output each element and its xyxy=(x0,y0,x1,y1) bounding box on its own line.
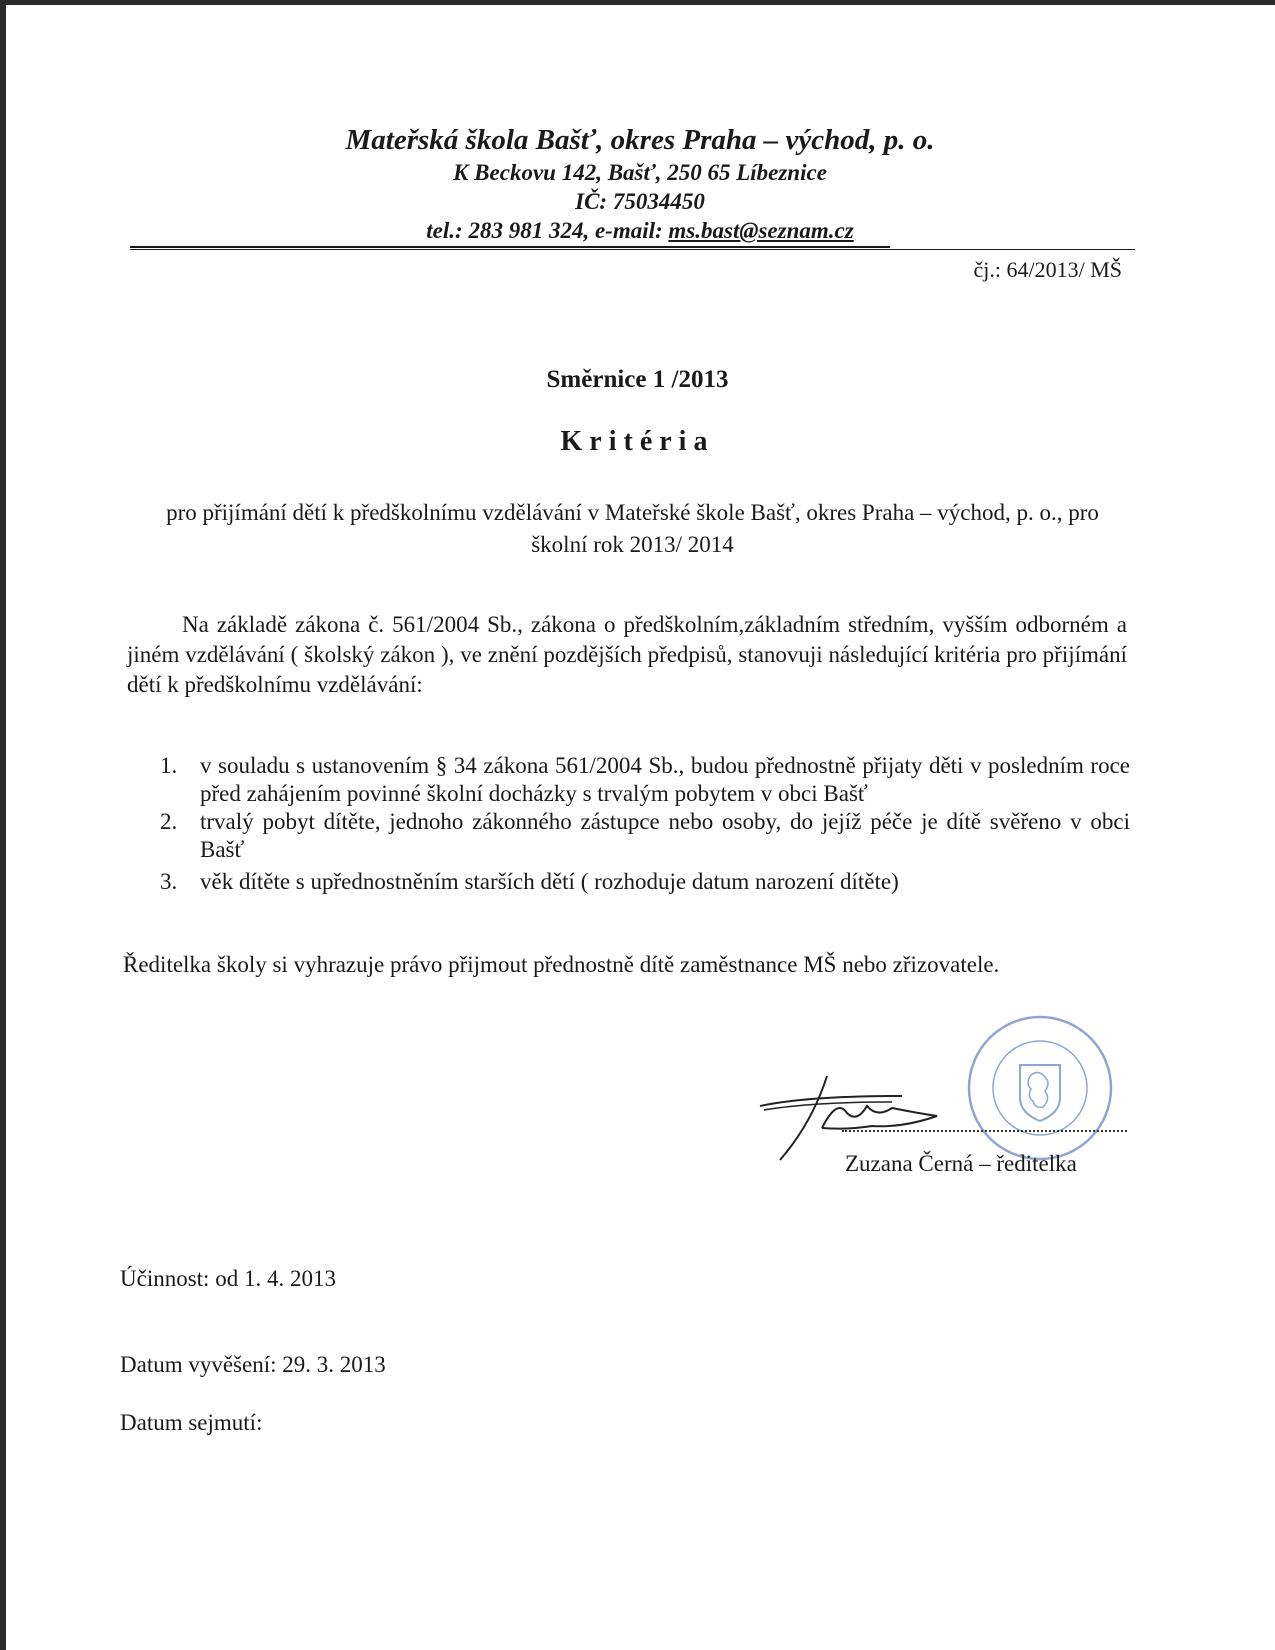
school-contact xyxy=(140,216,1140,245)
criteria-number: 3. xyxy=(160,869,178,894)
intro-text: Na základě zákona č. 561/2004 Sb., zákona o předškolním,základním středním, vyšším odborném a jiném vzdělávání ( školský zákon ), ve znění pozdějších předpisů, stanovuji následující kritéria pro přijímání dětí k předškolnímu vzdělávání: xyxy=(127,612,1127,697)
removed-date: Datum sejmutí: xyxy=(120,1410,263,1435)
letterhead xyxy=(140,122,1140,245)
criteria-list xyxy=(160,752,1130,896)
effective-date: Účinnost: od 1. 4. 2013 xyxy=(120,1266,336,1291)
phone-text: tel.: 283 981 324, e-mail: xyxy=(426,218,669,243)
criteria-item xyxy=(160,752,1130,808)
criteria-number: 1. xyxy=(160,753,178,778)
criteria-text: v souladu s ustanovením § 34 zákona 561/2004 Sb., budou přednostně přijaty děti v posledním roce před zahájením povinné školní docházky s trvalým pobytem v obci Bašť xyxy=(200,753,1130,806)
criteria-text: věk dítěte s upřednostněním starších dětí ( rozhoduje datum narození dítěte) xyxy=(200,869,899,894)
criteria-item xyxy=(160,808,1130,864)
letterhead-rule-long xyxy=(130,249,1135,250)
criteria-text: trvalý pobyt dítěte, jednoho zákonného zástupce nebo osoby, do jejíž péče je dítě svěřeno v obci Bašť xyxy=(200,809,1130,862)
criteria-number: 2. xyxy=(160,809,178,834)
lion-icon xyxy=(1028,1072,1048,1107)
stamp-outer-ring xyxy=(969,1017,1111,1159)
school-ic: IČ: 75034450 xyxy=(575,189,705,214)
scan-border-left xyxy=(0,0,6,1650)
signature-line xyxy=(842,1130,1127,1132)
reference-number: čj.: 64/2013/ MŠ xyxy=(973,257,1122,282)
director-note: Ředitelka školy si vyhrazuje právo přijmout přednostně dítě zaměstnance MŠ nebo zřizovatele. xyxy=(123,952,1000,977)
criteria-title: Kritéria xyxy=(560,426,715,457)
scan-border-top xyxy=(0,0,1275,5)
school-stamp xyxy=(965,1013,1115,1163)
school-name: Mateřská škola Bašť, okres Praha – východ, p. o. xyxy=(345,124,935,156)
intro-paragraph xyxy=(127,610,1127,700)
letterhead-rule xyxy=(130,246,890,248)
directive-title: Směrnice 1 /2013 xyxy=(546,366,729,393)
school-address: K Beckovu 142, Bašť, 250 65 Líbeznice xyxy=(453,160,827,185)
signatory-name: Zuzana Černá – ředitelka xyxy=(845,1151,1077,1176)
criteria-item xyxy=(160,868,1130,896)
document-subtitle: pro přijímání dětí k předškolnímu vzdělávání v Mateřské škole Bašť, okres Praha – východ, p. o., pro školní rok 2013/ 2014 xyxy=(166,500,1099,557)
posted-date: Datum vyvěšení: 29. 3. 2013 xyxy=(120,1352,386,1377)
email-link[interactable]: ms.bast@seznam.cz xyxy=(668,218,854,243)
